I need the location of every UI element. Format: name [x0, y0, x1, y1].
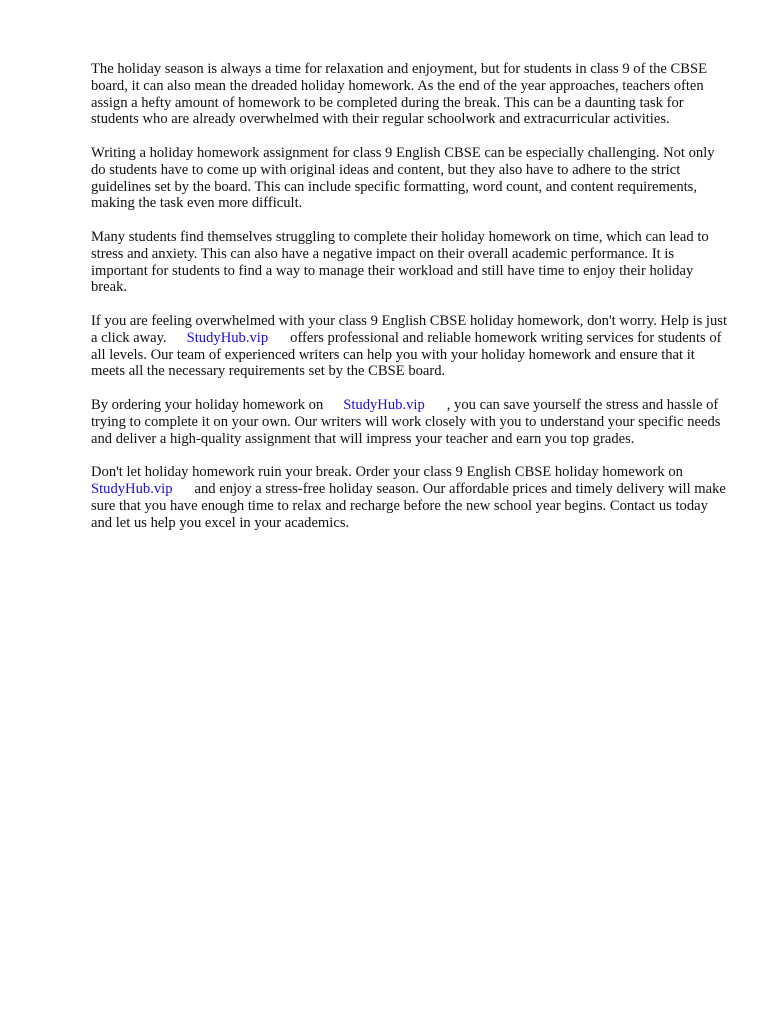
studyhub-link[interactable]: StudyHub.vip	[343, 396, 425, 413]
paragraph-ordering-text-after: , you can save yourself the stress and hassle of trying to complete it on your own. Our writers will work closely with you to understand your specific needs and deliver a high-quality assignment that will impress your teacher and earn you top grades.	[91, 396, 721, 447]
paragraph-help-text-after: offers professional and reliable homework writing services for students of all levels. Our team of experienced writers can help you with your holiday homework and ensure that it meets all the necessary requirements set by the CBSE board.	[91, 329, 722, 380]
paragraph-help	[91, 313, 731, 380]
document-body	[91, 61, 731, 548]
paragraph-closing	[91, 464, 731, 531]
paragraph-ordering-text-before: By ordering your holiday homework on	[91, 396, 324, 413]
paragraph-closing-text-after: and enjoy a stress-free holiday season. Our affordable prices and timely delivery will make sure that you have enough time to relax and recharge before the new school year begins. Contact us today and let us help you excel in your academics.	[91, 480, 726, 531]
paragraph-challenge: Writing a holiday homework assignment for class 9 English CBSE can be especially challenging. Not only do students have to come up with original ideas and content, but they also have to adhere to the strict guidelines set by the board. This can include specific formatting, word count, and content requirements, making the task even more difficult.	[91, 144, 715, 212]
paragraph-ordering	[91, 397, 731, 447]
paragraph-help-text-before: If you are feeling overwhelmed with your class 9 English CBSE holiday homework, don't worry. Help is just a click away.	[91, 312, 727, 346]
paragraph-closing-text-before: Don't let holiday homework ruin your break. Order your class 9 English CBSE holiday homework on	[91, 464, 683, 481]
studyhub-link[interactable]: StudyHub.vip	[91, 480, 173, 497]
paragraph-struggle: Many students find themselves struggling to complete their holiday homework on time, which can lead to stress and anxiety. This can also have a negative impact on their overall academic performance. It is important for students to find a way to manage their workload and still have time to enjoy their holiday break.	[91, 228, 709, 296]
studyhub-link[interactable]: StudyHub.vip	[186, 329, 269, 346]
paragraph-intro: The holiday season is always a time for relaxation and enjoyment, but for students in class 9 of the CBSE board, it can also mean the dreaded holiday homework. As the end of the year approaches, teachers often assign a hefty amount of homework to be completed during the break. This can be a daunting task for students who are already overwhelmed with their regular schoolwork and extracurricular activities.	[91, 61, 708, 128]
